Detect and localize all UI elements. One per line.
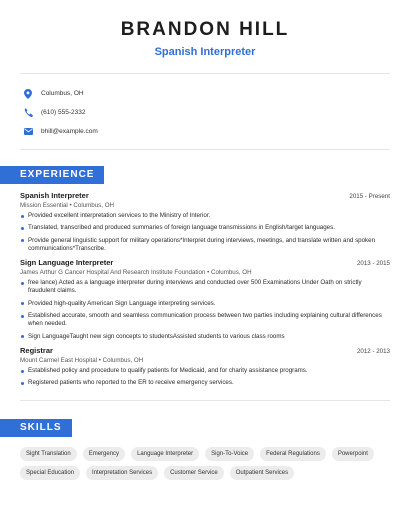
- skills-list: [0, 447, 410, 480]
- skill-chip: Language Interpreter: [131, 447, 199, 461]
- skill-chip: Federal Regulations: [260, 447, 326, 461]
- job-bullets: [20, 279, 390, 341]
- skill-chip: Sign-To-Voice: [205, 447, 254, 461]
- divider: [20, 400, 390, 401]
- job-entry: [20, 346, 390, 388]
- job-dates: 2013 - 2015: [356, 260, 390, 268]
- resume-header: [0, 0, 410, 59]
- contact-phone: [20, 103, 390, 122]
- contact-location: [20, 84, 390, 103]
- bullet-item: Provide general linguistic support for military operations*Interpret during interviews, meetings, and translate written and spoken communications*Transcribe.: [20, 237, 390, 253]
- bullet-item: Sign LanguageTaught new sign concepts to studentsAssisted students to various class rooms: [20, 333, 390, 341]
- job-organization: Mount Carmel East Hospital • Columbus, OH: [20, 356, 144, 364]
- divider: [20, 149, 390, 150]
- skill-chip: Customer Service: [164, 466, 224, 480]
- experience-section: [0, 191, 410, 388]
- bullet-item: free lance) Acted as a language interpreter during interviews and conducted over 500 Examinations Under Oath on strictly fraudulent claims.: [20, 279, 390, 295]
- job-title: Registrar: [20, 345, 53, 355]
- bullet-item: Established accurate, smooth and seamless communication process between two parties including explaining cultural differences when needed.: [20, 312, 390, 328]
- job-entry: [20, 191, 390, 253]
- contact-location-text: Columbus, OH: [41, 90, 84, 97]
- contact-email: [20, 122, 390, 141]
- location-pin-icon: [23, 89, 33, 99]
- candidate-title: Spanish Interpreter: [154, 46, 256, 58]
- job-dates: 2012 - 2013: [356, 347, 390, 355]
- bullet-item: Registered patients who reported to the ER to receive emergency services.: [20, 379, 390, 387]
- phone-icon: [23, 108, 33, 118]
- skills-heading: SKILLS: [0, 419, 72, 437]
- contact-email-text: bhill@example.com: [41, 128, 98, 135]
- job-entry: [20, 258, 390, 341]
- bullet-item: Provided excellent interpretation services to the Ministry of Interior.: [20, 212, 390, 220]
- job-dates: 2015 - Present: [349, 193, 390, 200]
- job-bullets: [20, 212, 390, 253]
- skill-chip: Powerpoint: [332, 447, 374, 461]
- bullet-item: Established policy and procedure to qualify patients for Medicaid, and for charity assistance programs.: [20, 367, 390, 375]
- candidate-name: BRANDON HILL: [120, 19, 290, 40]
- bullet-item: Translated, transcribed and produced summaries of foreign language transmissions in English/target languages.: [20, 224, 390, 232]
- skill-chip: Outpatient Services: [230, 466, 294, 480]
- job-bullets: [20, 367, 390, 388]
- skill-chip: Emergency: [83, 447, 125, 461]
- job-title: Spanish Interpreter: [20, 191, 89, 200]
- skill-chip: Special Education: [20, 466, 80, 480]
- job-title: Sign Language Interpreter: [20, 258, 114, 268]
- bullet-item: Provided high-quality American Sign Language interpreting services.: [20, 300, 390, 308]
- contact-list: [0, 74, 410, 149]
- job-organization: Mission Essential • Columbus, OH: [20, 202, 114, 209]
- job-organization: James Arthur G Cancer Hospital And Research Institute Foundation • Columbus, OH: [20, 269, 252, 277]
- email-icon: [23, 127, 33, 137]
- skill-chip: Sight Translation: [20, 447, 77, 461]
- contact-phone-text: (610) 555-2332: [41, 109, 86, 116]
- skill-chip: Interpretation Services: [86, 466, 158, 480]
- experience-heading: EXPERIENCE: [0, 166, 104, 184]
